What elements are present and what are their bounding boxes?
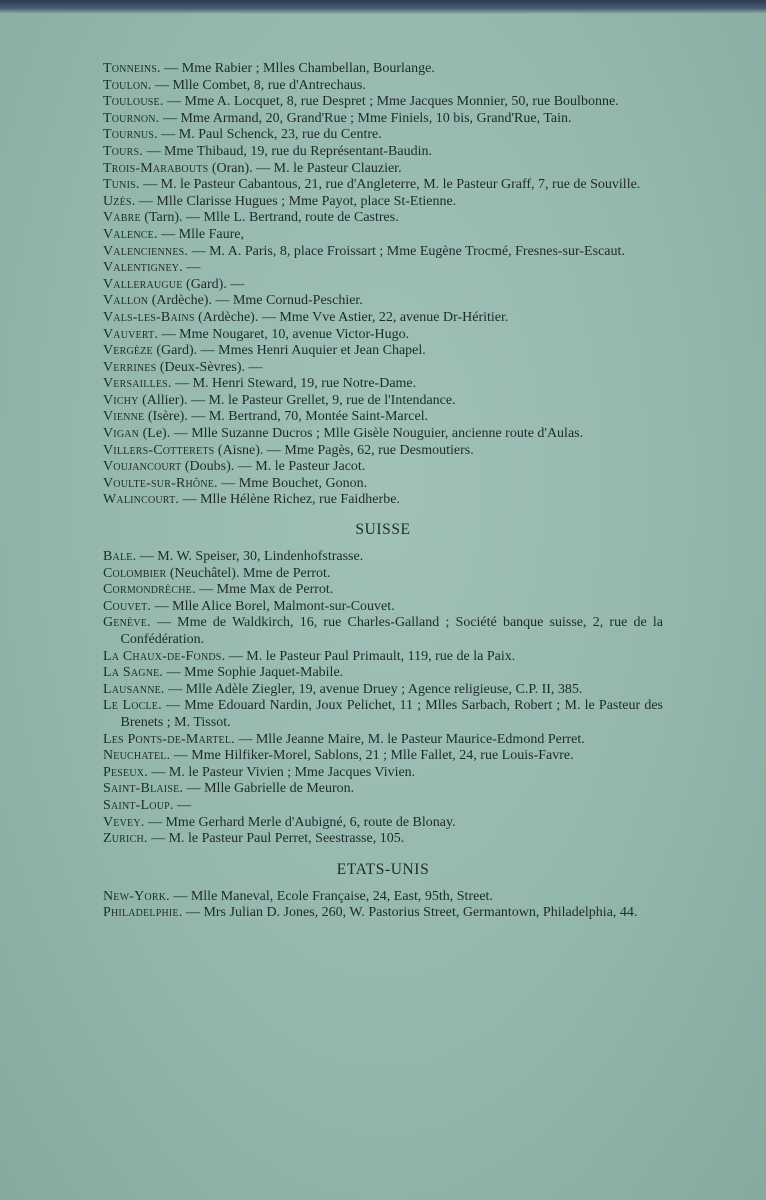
directory-entry: [103, 459, 663, 476]
entry-place: Saint-Blaise.: [103, 781, 184, 797]
entry-place: Vienne: [103, 409, 145, 425]
directory-entry: [103, 492, 663, 509]
entry-details: — Mme Rabier ; Mlles Chambellan, Bourlange.: [160, 61, 435, 76]
entry-details: — Mlle Gabrielle de Meuron.: [183, 781, 355, 797]
directory-entry: [103, 127, 663, 144]
entry-place: Cormondrèche.: [103, 582, 196, 598]
directory-entry: [103, 244, 663, 261]
entry-details: — Mme Thibaud, 19, rue du Représentant-Baudin.: [142, 143, 432, 159]
directory-entry: [103, 161, 663, 178]
entry-place: Voulte-sur-Rhône.: [103, 475, 218, 491]
entry-details: — M. le Pasteur Paul Perret, Seestrasse, 105.: [147, 831, 405, 847]
entry-details: — Mlle Maneval, Ecole Française, 24, East, 95th, Street.: [169, 888, 493, 904]
entry-details: (Ardèche). — Mme Cornud-Peschier.: [148, 293, 363, 309]
entry-details: — Mme Sophie Jaquet-Mabile.: [163, 665, 344, 681]
directory-entry: [103, 798, 663, 815]
entry-details: — Mlle Jeanne Maire, M. le Pasteur Maurice-Edmond Perret.: [234, 731, 585, 747]
entry-details: — Mme Nougaret, 10, avenue Victor-Hugo.: [158, 326, 410, 342]
section-title-etats-unis: ETATS-UNIS: [336, 860, 430, 878]
entry-details: —: [173, 797, 192, 813]
entry-place: New-York.: [103, 888, 170, 904]
directory-entry: [103, 889, 663, 906]
directory-entry: [103, 815, 663, 832]
directory-entry: [103, 765, 663, 782]
entry-place: Vevey.: [103, 814, 145, 830]
entry-place: Vabre: [103, 210, 141, 226]
entry-details: (Ardèche). — Mme Vve Astier, 22, avenue Dr-Héritier.: [194, 309, 509, 325]
top-edge: [0, 0, 766, 14]
suisse-list: [103, 549, 663, 848]
directory-entry: [103, 210, 663, 227]
directory-entry: [103, 599, 663, 616]
entry-place: Couvet.: [103, 598, 152, 614]
directory-entry: [103, 781, 663, 798]
directory-entry: [103, 78, 663, 95]
entry-place: Tournon.: [103, 110, 160, 126]
entry-place: Valenciennes.: [103, 243, 189, 259]
entry-details: (Isère). — M. Bertrand, 70, Montée Saint-Marcel.: [144, 409, 429, 425]
directory-entry: [103, 327, 663, 344]
directory-entry: [103, 376, 663, 393]
entry-place: Le Locle.: [103, 698, 162, 714]
entry-place: Genève.: [103, 615, 151, 631]
entry-details: — Mme Gerhard Merle d'Aubigné, 6, route de Blonay.: [144, 814, 456, 830]
section-title-suisse: SUISSE: [355, 521, 411, 539]
entry-details: — Mme Max de Perrot.: [195, 582, 334, 598]
entry-details: — Mme de Waldkirch, 16, rue Charles-Galland ; Société banque suisse, 2, rue de la Confédération.: [120, 615, 663, 647]
directory-entry: [103, 549, 663, 566]
entry-details: — Mrs Julian D. Jones, 260, W. Pastorius Street, Germantown, Philadelphia, 44.: [182, 905, 638, 921]
entry-details: — Mlle Faure,: [157, 226, 244, 242]
entry-place: Valentigney.: [103, 260, 183, 276]
entry-details: (Oran). — M. le Pasteur Clauzier.: [208, 160, 402, 176]
entry-details: — M. A. Paris, 8, place Froissart ; Mme Eugène Trocmé, Fresnes-sur-Escaut.: [188, 243, 625, 259]
entry-details: — M. Henri Steward, 19, rue Notre-Dame.: [171, 376, 417, 392]
entry-details: — M. Paul Schenck, 23, rue du Centre.: [157, 127, 382, 143]
entry-place: Trois-Marabouts: [103, 160, 209, 176]
directory-entry: [103, 293, 663, 310]
directory-entry: [103, 682, 663, 699]
entry-place: Uzès.: [103, 193, 136, 209]
entry-place: Voujancourt: [103, 459, 182, 475]
entry-details: — Mme Armand, 20, Grand'Rue ; Mme Finiels, 10 bis, Grand'Rue, Tain.: [159, 110, 572, 126]
entry-place: Vallon: [103, 293, 149, 309]
entry-details: — M. le Pasteur Paul Primault, 119, rue de la Paix.: [225, 648, 516, 664]
entry-place: Vals-les-Bains: [103, 309, 195, 325]
directory-entry: [103, 393, 663, 410]
entry-details: — Mme Hilfiker-Morel, Sablons, 21 ; Mlle Fallet, 24, rue Louis-Favre.: [170, 748, 574, 764]
france-list: [103, 61, 663, 509]
entry-details: (Tarn). — Mlle L. Bertrand, route de Castres.: [140, 210, 399, 226]
entry-details: — Mlle Clarisse Hugues ; Mme Payot, place St-Etienne.: [135, 193, 457, 209]
entry-details: — Mme Edouard Nardin, Joux Pelichet, 11 ; Mlles Sarbach, Robert ; M. le Pasteur des Brenets ; M. Tissot.: [120, 698, 663, 730]
entry-details: (Gard). — Mmes Henri Auquier et Jean Chapel.: [152, 343, 426, 359]
directory-entry: [103, 360, 663, 377]
directory-entry: [103, 566, 663, 583]
entry-details: — M. W. Speiser, 30, Lindenhofstrasse.: [136, 549, 364, 565]
entry-details: — M. le Pasteur Vivien ; Mme Jacques Vivien.: [147, 764, 416, 780]
entry-place: Versailles.: [103, 376, 172, 392]
directory-entry: [103, 582, 663, 599]
entry-details: (Doubs). — M. le Pasteur Jacot.: [181, 459, 366, 475]
entry-details: — M. le Pasteur Cabantous, 21, rue d'Angleterre, M. le Pasteur Graff, 7, rue de Souville.: [139, 177, 641, 193]
directory-entry: [103, 61, 663, 78]
directory-entry: [103, 698, 663, 731]
directory-entry: [103, 665, 663, 682]
directory-entry: [103, 144, 663, 161]
entry-details: — Mlle Alice Borel, Malmont-sur-Couvet.: [151, 598, 395, 614]
entry-details: (Neuchâtel). Mme de Perrot.: [166, 565, 331, 581]
directory-text: [103, 61, 663, 922]
directory-entry: [103, 94, 663, 111]
entry-place: Vauvert.: [103, 326, 159, 342]
entry-place: Walincourt.: [103, 492, 180, 508]
usa-list: [103, 889, 663, 922]
entry-details: (Gard). —: [182, 276, 245, 292]
entry-details: —: [182, 260, 201, 276]
entry-place: Zurich.: [103, 831, 148, 847]
entry-place: Saint-Loup.: [103, 797, 174, 813]
entry-details: (Aisne). — Mme Pagès, 62, rue Desmoutiers.: [214, 442, 474, 458]
directory-entry: [103, 343, 663, 360]
directory-entry: [103, 426, 663, 443]
directory-entry: [103, 409, 663, 426]
directory-entry: [103, 649, 663, 666]
entry-place: Verrines: [103, 359, 157, 375]
entry-details: (Deux-Sèvres). —: [156, 359, 263, 375]
entry-details: — Mlle Adèle Ziegler, 19, avenue Druey ; Agence religieuse, C.P. II, 385.: [164, 681, 583, 697]
directory-entry: [103, 732, 663, 749]
directory-entry: [103, 260, 663, 277]
directory-entry: [103, 905, 663, 922]
entry-place: La Sagne.: [103, 665, 164, 681]
entry-details: (Le). — Mlle Suzanne Ducros ; Mlle Gisèle Nouguier, ancienne route d'Aulas.: [139, 426, 584, 442]
entry-place: Vergèze: [103, 343, 153, 359]
entry-place: Valleraugue: [103, 276, 183, 292]
directory-entry: [103, 177, 663, 194]
entry-place: Toulon.: [103, 77, 152, 93]
entry-details: — Mlle Hélène Richez, rue Faidherbe.: [179, 492, 400, 508]
directory-entry: [103, 227, 663, 244]
entry-place: Vigan: [103, 426, 140, 442]
directory-entry: [103, 277, 663, 294]
entry-details: (Allier). — M. le Pasteur Grellet, 9, rue de l'Intendance.: [138, 392, 456, 408]
entry-details: — Mme A. Locquet, 8, rue Despret ; Mme Jacques Monnier, 50, rue Boulbonne.: [163, 94, 619, 110]
entry-place: Valence.: [103, 226, 158, 242]
directory-entry: [103, 194, 663, 211]
entry-place: Toulouse.: [103, 94, 164, 110]
directory-entry: [103, 476, 663, 493]
entry-place: Lausanne.: [103, 681, 165, 697]
entry-place: La Chaux-de-Fonds.: [103, 648, 226, 664]
directory-entry: [103, 443, 663, 460]
directory-entry: [103, 831, 663, 848]
entry-place: Peseux.: [103, 764, 148, 780]
entry-details: — Mlle Combet, 8, rue d'Antrechaus.: [151, 77, 366, 93]
entry-place: Bale.: [103, 549, 137, 565]
entry-place: Philadelphie.: [103, 905, 183, 921]
entry-place: Tonneins.: [103, 61, 161, 76]
entry-place: Neuchatel.: [103, 748, 171, 764]
entry-details: — Mme Bouchet, Gonon.: [217, 475, 368, 491]
directory-entry: [103, 748, 663, 765]
entry-place: Colombier: [103, 565, 167, 581]
entry-place: Tournus.: [103, 127, 158, 143]
directory-entry: [103, 310, 663, 327]
entry-place: Vichy: [103, 392, 139, 408]
entry-place: Tours.: [103, 143, 143, 159]
entry-place: Les Ponts-de-Martel.: [103, 731, 235, 747]
directory-entry: [103, 111, 663, 128]
entry-place: Tunis.: [103, 177, 140, 193]
directory-entry: [103, 615, 663, 648]
entry-place: Villers-Cotterets: [103, 442, 215, 458]
